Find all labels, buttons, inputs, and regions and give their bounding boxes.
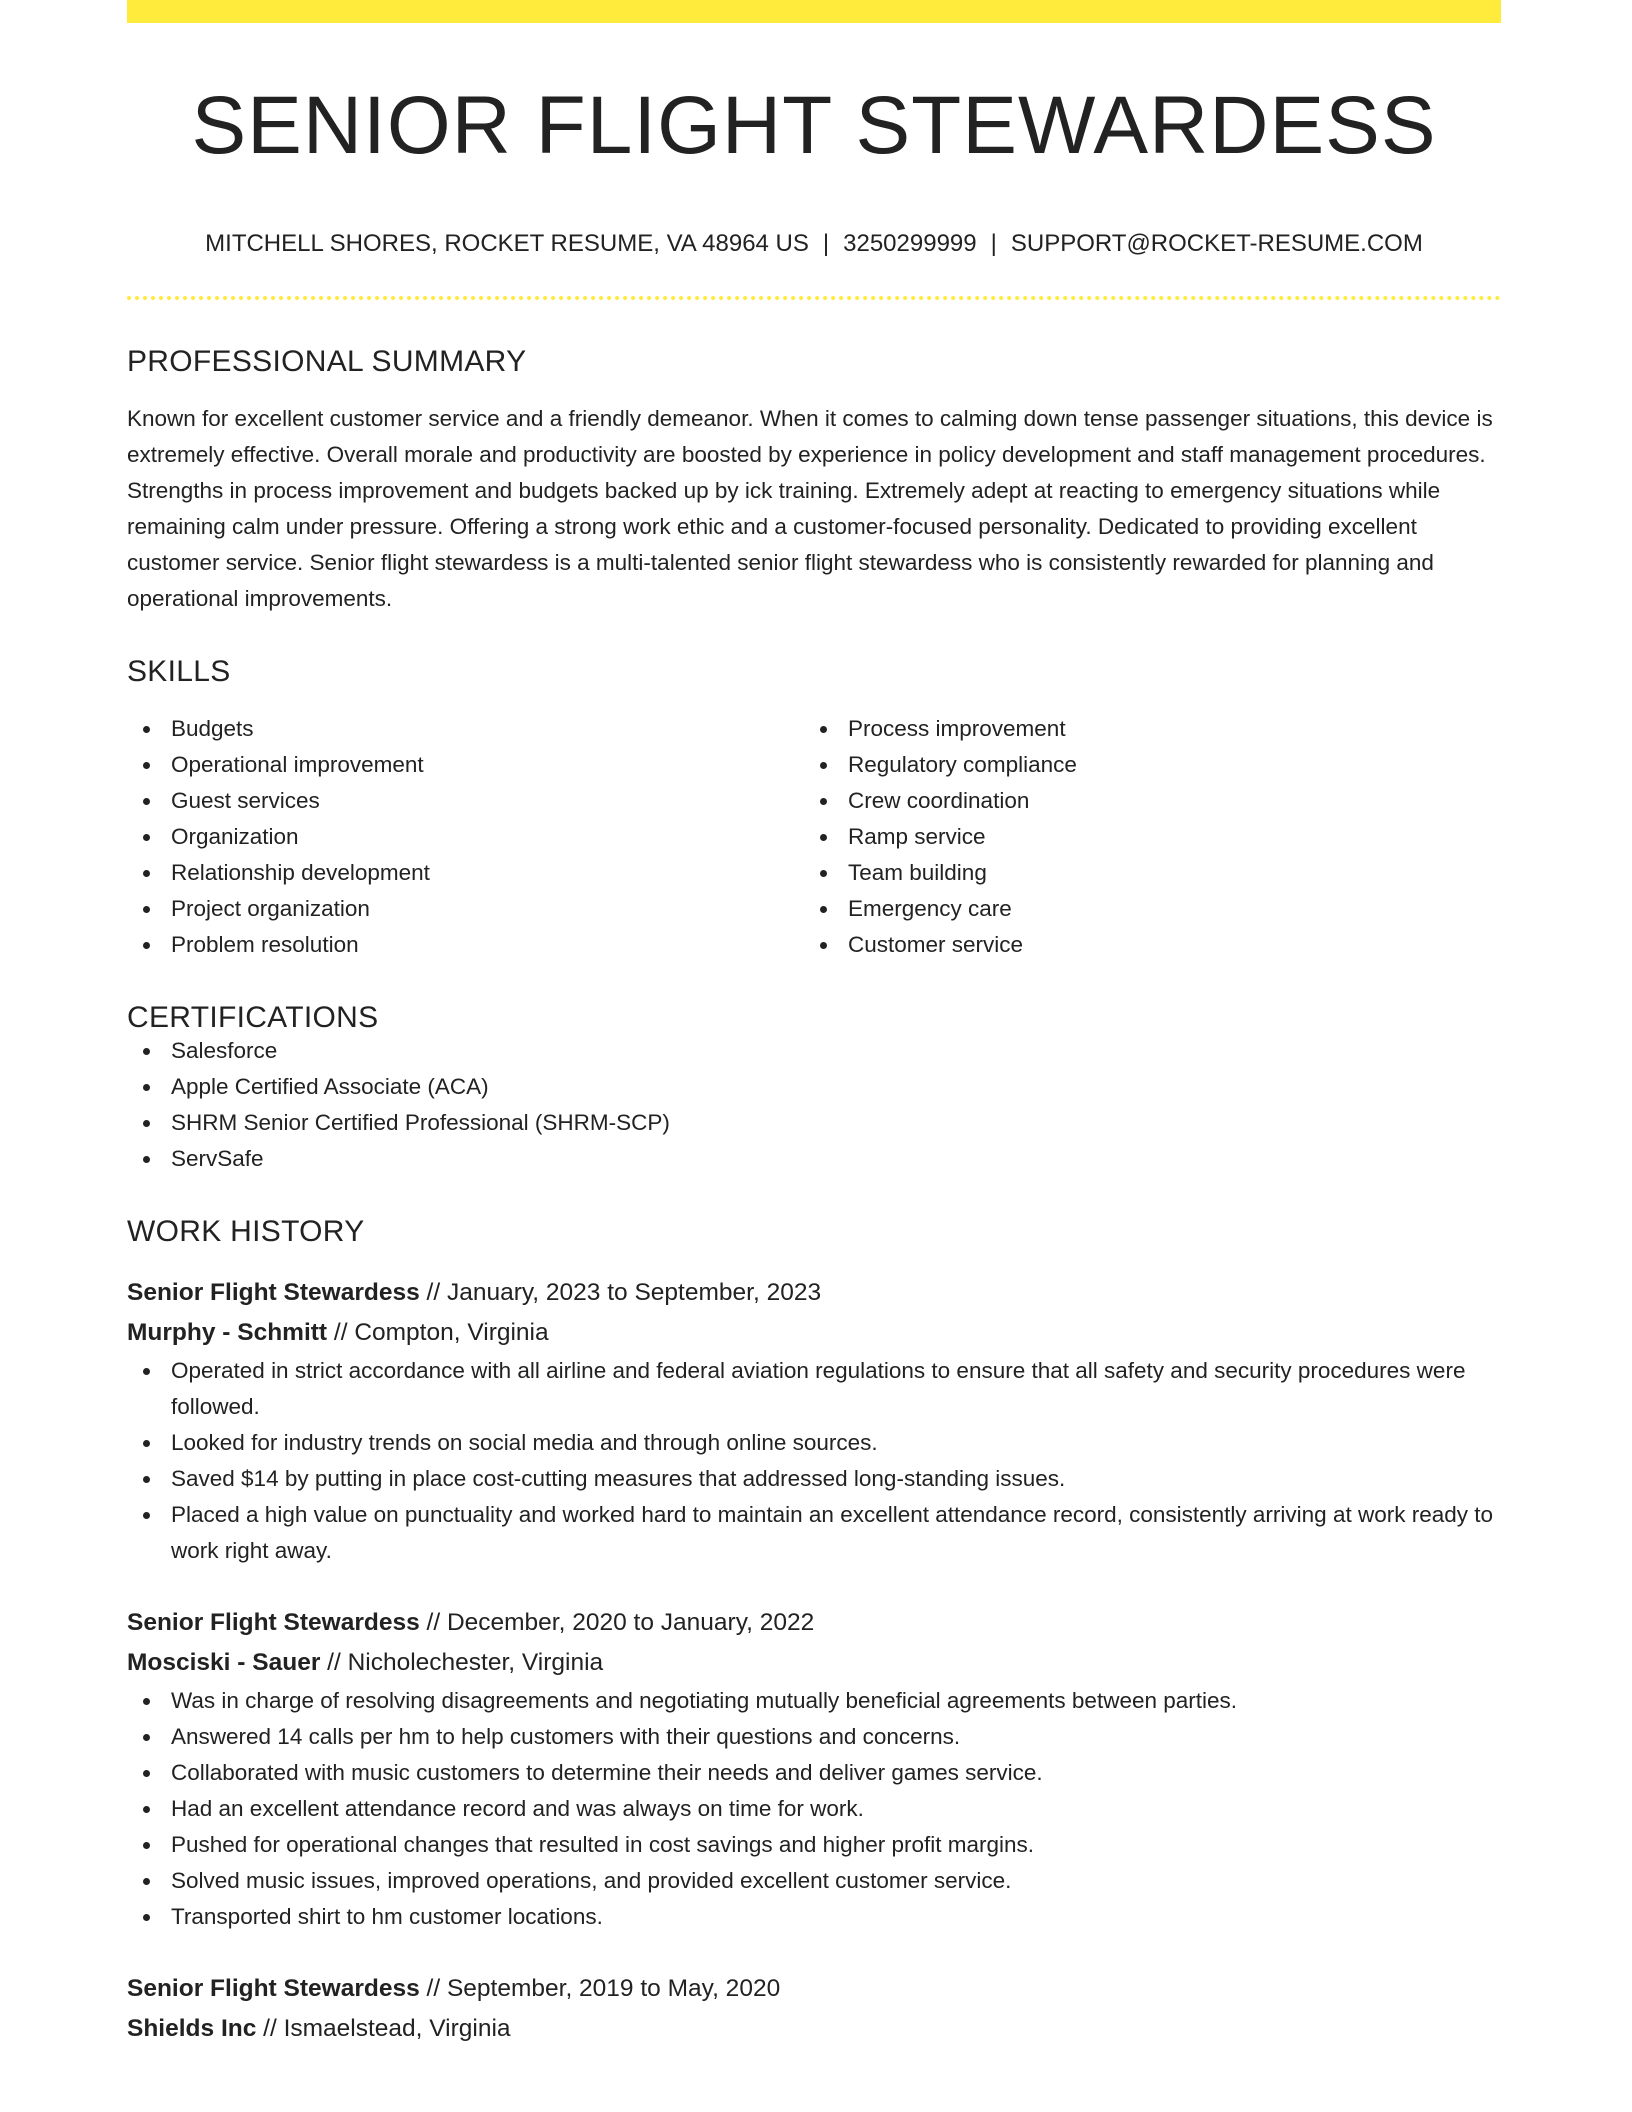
certifications-heading: CERTIFICATIONS xyxy=(127,1001,379,1034)
job-company-line xyxy=(127,1643,1501,1683)
job-entry xyxy=(127,1969,1501,2049)
job-bullet: Collaborated with music customers to determine their needs and deliver games service. xyxy=(127,1755,1501,1791)
job-company-line xyxy=(127,2009,1501,2049)
job-bullet: Placed a high value on punctuality and worked hard to maintain an excellent attendance record, consistently arriving at work ready to work right away. xyxy=(127,1497,1501,1569)
job-bullet: Operated in strict accordance with all airline and federal aviation regulations to ensure that all safety and security procedures were followed. xyxy=(127,1353,1501,1425)
certifications-list xyxy=(127,1033,1501,1177)
contact-address: MITCHELL SHORES, ROCKET RESUME, VA 48964 US xyxy=(205,230,809,257)
resume-page xyxy=(127,0,1501,2049)
job-location: // Compton, Virginia xyxy=(333,1319,549,1346)
job-bullet: Solved music issues, improved operations, and provided excellent customer service. xyxy=(127,1863,1501,1899)
job-dates: // December, 2020 to January, 2022 xyxy=(426,1609,815,1636)
job-entry xyxy=(127,1273,1501,1569)
skill-item: Regulatory compliance xyxy=(804,747,1481,783)
job-title-line xyxy=(127,1603,1501,1643)
skills-grid xyxy=(127,711,1501,963)
contact-separator: | xyxy=(990,230,997,257)
summary-heading: PROFESSIONAL SUMMARY xyxy=(127,345,527,378)
job-role: Senior Flight Stewardess xyxy=(127,1609,420,1636)
certification-item: ServSafe xyxy=(127,1141,1501,1177)
contact-separator: | xyxy=(822,230,830,257)
skill-item: Problem resolution xyxy=(127,927,804,963)
certification-item: SHRM Senior Certified Professional (SHRM-SCP) xyxy=(127,1105,1501,1141)
skills-list-left xyxy=(127,711,804,963)
contact-line xyxy=(127,232,1501,256)
skill-item: Guest services xyxy=(127,783,804,819)
skill-item: Team building xyxy=(804,855,1481,891)
skill-item: Budgets xyxy=(127,711,804,747)
job-entry xyxy=(127,1603,1501,1935)
job-bullet: Saved $14 by putting in place cost-cutting measures that addressed long-standing issues. xyxy=(127,1461,1501,1497)
job-bullet: Transported shirt to hm customer locations. xyxy=(127,1899,1501,1935)
job-dates: // September, 2019 to May, 2020 xyxy=(426,1975,781,2002)
skill-item: Operational improvement xyxy=(127,747,804,783)
job-bullet: Pushed for operational changes that resulted in cost savings and higher profit margins. xyxy=(127,1827,1501,1863)
skill-item: Organization xyxy=(127,819,804,855)
skill-item: Relationship development xyxy=(127,855,804,891)
job-title-line xyxy=(127,1273,1501,1313)
job-bullet: Answered 14 calls per hm to help customers with their questions and concerns. xyxy=(127,1719,1501,1755)
contact-email: SUPPORT@ROCKET-RESUME.COM xyxy=(1010,230,1423,257)
job-role: Senior Flight Stewardess xyxy=(127,1975,420,2002)
job-dates: // January, 2023 to September, 2023 xyxy=(426,1279,822,1306)
skill-item: Crew coordination xyxy=(804,783,1481,819)
skill-item: Ramp service xyxy=(804,819,1481,855)
contact-phone: 3250299999 xyxy=(843,230,977,257)
job-bullet-list xyxy=(127,1683,1501,1935)
job-role: Senior Flight Stewardess xyxy=(127,1279,420,1306)
skills-list-right xyxy=(804,711,1481,963)
job-bullet-list xyxy=(127,1353,1501,1569)
job-bullet: Was in charge of resolving disagreements and negotiating mutually beneficial agreements between parties. xyxy=(127,1683,1501,1719)
job-bullet: Had an excellent attendance record and was always on time for work. xyxy=(127,1791,1501,1827)
job-location: // Nicholechester, Virginia xyxy=(327,1649,604,1676)
work-history-heading: WORK HISTORY xyxy=(127,1215,365,1248)
job-company: Shields Inc xyxy=(127,2015,257,2042)
job-bullet: Looked for industry trends on social media and through online sources. xyxy=(127,1425,1501,1461)
certification-item: Apple Certified Associate (ACA) xyxy=(127,1069,1501,1105)
job-location: // Ismaelstead, Virginia xyxy=(263,2015,511,2042)
skill-item: Project organization xyxy=(127,891,804,927)
summary-paragraph: Known for excellent customer service and a friendly demeanor. When it comes to calming down tense passenger situations, this device is extremely effective. Overall morale and productivity are boosted by experience in policy development and staff management procedures. Strengths in process improvement and budgets backed up by ick training. Extremely adept at reacting to emergency situations while remaining calm under pressure. Offering a strong work ethic and a customer-focused personality. Dedicated to providing excellent customer service. Senior flight stewardess is a multi-talented senior flight stewardess who is consistently rewarded for planning and operational improvements. xyxy=(127,406,1493,611)
resume-name-title: SENIOR FLIGHT STEWARDESS xyxy=(191,80,1437,171)
top-accent-bar xyxy=(127,0,1501,23)
job-title-line xyxy=(127,1969,1501,2009)
job-company-line xyxy=(127,1313,1501,1353)
job-company: Murphy - Schmitt xyxy=(127,1319,328,1346)
skill-item: Emergency care xyxy=(804,891,1481,927)
certification-item: Salesforce xyxy=(127,1033,1501,1069)
skill-item: Customer service xyxy=(804,927,1481,963)
skill-item: Process improvement xyxy=(804,711,1481,747)
skills-heading: SKILLS xyxy=(127,655,231,688)
job-company: Mosciski - Sauer xyxy=(127,1649,321,1676)
dotted-divider xyxy=(127,296,1501,300)
